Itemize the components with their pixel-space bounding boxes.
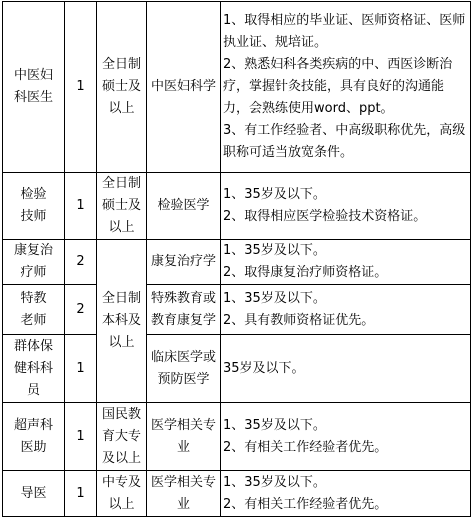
count-cell: 2: [65, 285, 97, 335]
requirements-cell: [221, 173, 471, 240]
requirement-item: 1、35岁及以下。: [223, 290, 326, 306]
requirement-item: 1、35岁及以下。: [223, 243, 326, 258]
requirement-item: 2、取得康复治疗师资格证。: [223, 265, 388, 280]
requirement-item: 2、取得相应医学检验技术资格证。: [223, 209, 427, 224]
requirement-item: 1、35岁及以下。: [223, 417, 326, 433]
requirement-item: 35岁及以下。: [223, 360, 305, 376]
count-cell: 1: [65, 2, 97, 173]
recruitment-table: [2, 1, 471, 517]
education-cell: 全日制 硕士及 以上: [97, 173, 147, 240]
education-cell: 国民教 育大专 及以上: [97, 403, 147, 471]
count-cell: 2: [65, 240, 97, 285]
requirement-item: 2、熟悉妇科各类疾病的中、西医诊断治疗，掌握针灸技能，具有良好的沟通能力，会熟练使用word、ppt。: [223, 57, 453, 116]
education-cell: 全日制 硕士及 以上: [97, 2, 147, 173]
table-row: [3, 403, 471, 471]
requirement-item: 1、35岁及以下。: [223, 187, 326, 202]
major-cell: 医学相关专 业: [147, 403, 221, 471]
requirement-item: 1、取得相应的毕业证、医师资格证、医师执业证、规培证。: [223, 13, 466, 50]
position-cell: 中医妇 科医生: [3, 2, 65, 173]
requirement-item: 3、有工作经验者、中高级职称优先，高级职称可适当放宽条件。: [223, 123, 466, 160]
requirement-item: 2、有相关工作经验者优先。: [223, 439, 388, 455]
table-row: [3, 335, 471, 403]
position-cell: 群体保 健科科 员: [3, 335, 65, 403]
major-cell: 特殊教育或 教育康复学: [147, 285, 221, 335]
position-cell: 康复治 疗师: [3, 240, 65, 285]
major-cell: 中医妇科学: [147, 2, 221, 173]
position-cell: 超声科 医助: [3, 403, 65, 471]
table-row: [3, 173, 471, 240]
education-merged-cell: 全日制 本科及 以上: [97, 240, 147, 403]
requirement-item: 2、具有教师资格证优先。: [223, 312, 375, 328]
requirements-cell: [221, 2, 471, 173]
requirement-item: 1、35岁及以下。: [223, 474, 326, 490]
count-cell: 1: [65, 471, 97, 517]
education-cell: 中专及 以上: [97, 471, 147, 517]
requirements-cell: [221, 335, 471, 403]
position-cell: 检验 技师: [3, 173, 65, 240]
table-row: [3, 2, 471, 173]
table-row: [3, 285, 471, 335]
major-cell: 临床医学或 预防医学: [147, 335, 221, 403]
requirements-cell: [221, 285, 471, 335]
major-cell: 检验医学: [147, 173, 221, 240]
requirements-cell: [221, 403, 471, 471]
position-cell: 特教 老师: [3, 285, 65, 335]
table-row: [3, 240, 471, 285]
count-cell: 1: [65, 173, 97, 240]
position-cell: 导医: [3, 471, 65, 517]
count-cell: 1: [65, 403, 97, 471]
count-cell: 1: [65, 335, 97, 403]
requirements-cell: [221, 240, 471, 285]
requirement-item: 2、有相关工作经验者优先。: [223, 496, 388, 512]
major-cell: 康复治疗学: [147, 240, 221, 285]
major-cell: 医学相关专 业: [147, 471, 221, 517]
